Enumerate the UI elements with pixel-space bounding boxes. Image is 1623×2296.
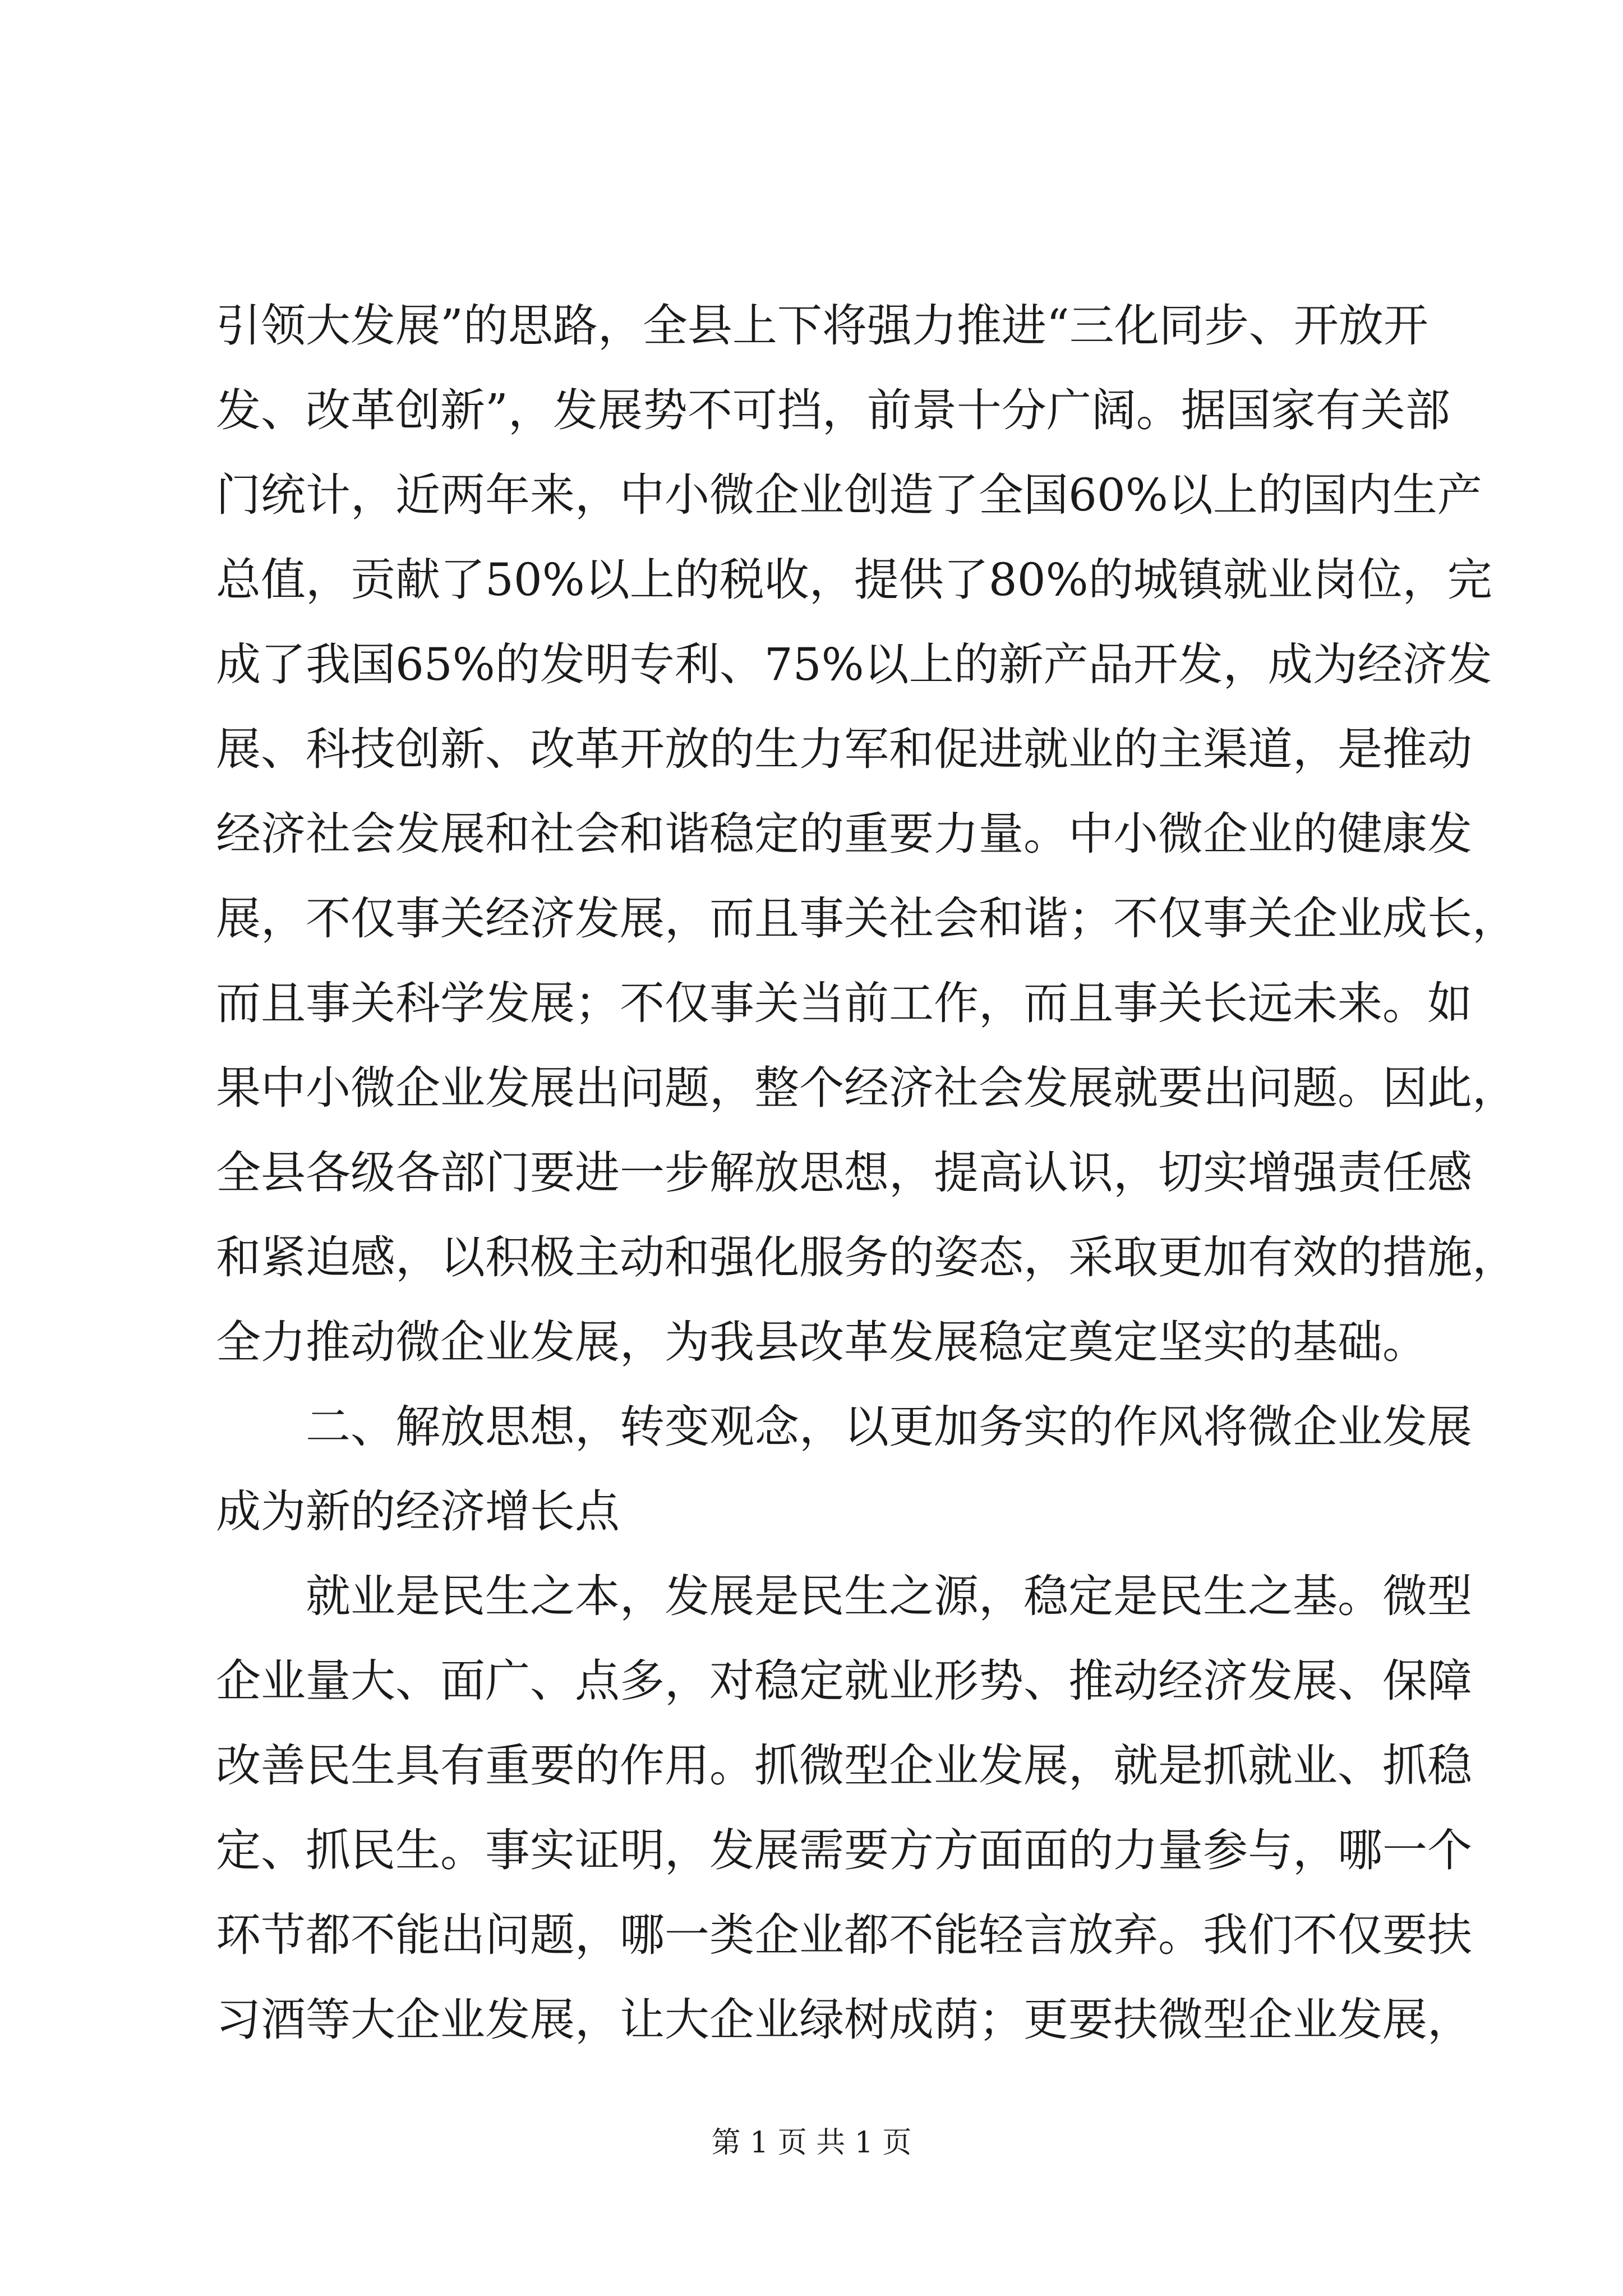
paragraph-first-line: 就业是民生之本，发展是民生之源，稳定是民生之基。微型 [306,1570,1472,1622]
text-line: 门统计，近两年来，中小微企业创造了全国60%以上的国内生产 [216,469,1482,521]
text-line: 和紧迫感，以积极主动和强化服务的姿态，采取更加有效的措施， [216,1231,1517,1283]
text-line: 经济社会发展和社会和谐稳定的重要力量。中小微企业的健康发 [216,808,1472,860]
text-line: 改善民生具有重要的作用。抓微型企业发展，就是抓就业、抓稳 [216,1740,1472,1792]
section-heading-last-line: 成为新的经济增长点 [216,1485,620,1538]
text-line: 环节都不能出问题，哪一类企业都不能轻言放弃。我们不仅要扶 [216,1909,1472,1961]
page-number-label: 第 1 页 共 1 页 [711,2126,912,2160]
page-footer [0,2123,1623,2162]
section-heading-line: 二、解放思想，转变观念，以更加务实的作风将微企业发展 [306,1401,1472,1453]
text-line: 定、抓民生。事实证明，发展需要方方面面的力量参与，哪一个 [216,1824,1472,1876]
document-body [216,283,1517,2062]
text-line: 引领大发展”的思路，全县上下将强力推进“三化同步、开放开 [216,300,1428,352]
text-line: 展，不仅事关经济发展，而且事关社会和谐；不仅事关企业成长， [216,892,1517,945]
text-line: 企业量大、面广、点多，对稳定就业形势、推动经济发展、保障 [216,1655,1472,1707]
text-line: 总值，贡献了50%以上的税收，提供了80%的城镇就业岗位，完 [216,554,1492,606]
paragraph-last-line: 全力推动微企业发展，为我县改革发展稳定奠定坚实的基础。 [216,1316,1427,1368]
text-line: 果中小微企业发展出问题，整个经济社会发展就要出问题。因此， [216,1062,1517,1114]
text-line: 习酒等大企业发展，让大企业绿树成荫；更要扶微型企业发展， [216,1994,1472,2046]
text-line: 发、改革创新”，发展势不可挡，前景十分广阔。据国家有关部 [216,384,1450,436]
text-line: 成了我国65%的发明专利、75%以上的新产品开发，成为经济发 [216,638,1492,691]
text-line: 展、科技创新、改革开放的生力军和促进就业的主渠道，是推动 [216,723,1472,775]
text-line: 全县各级各部门要进一步解放思想，提高认识，切实增强责任感 [216,1147,1472,1199]
text-line: 而且事关科学发展；不仅事关当前工作，而且事关长远未来。如 [216,977,1472,1029]
